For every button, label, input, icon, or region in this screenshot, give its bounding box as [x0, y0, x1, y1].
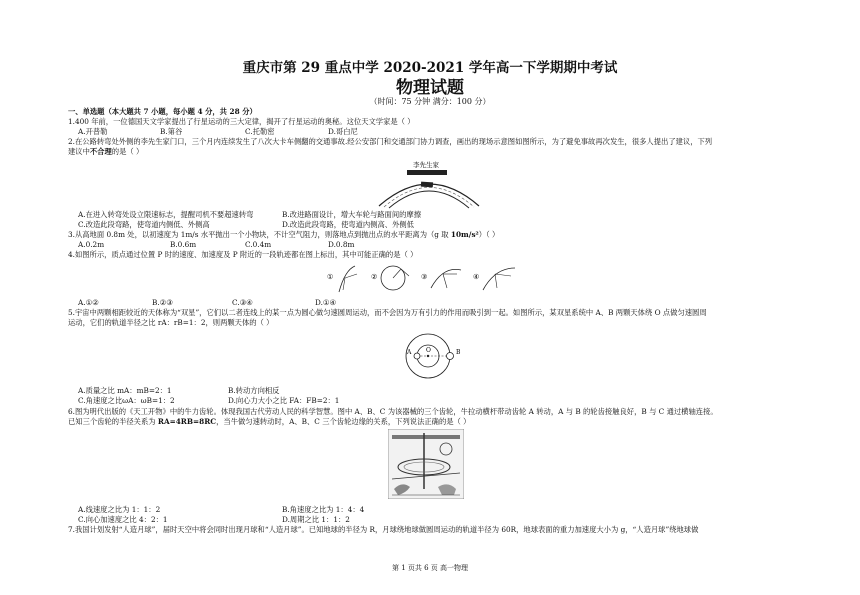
- q4-fig-label-1: ①: [327, 273, 334, 281]
- q4-figure-2: [371, 266, 409, 290]
- q5-label-o: O: [426, 347, 431, 354]
- section-heading: 一、单选题（本大题共 7 小题，每小题 4 分，共 28 分）: [68, 107, 257, 116]
- page-footer: 第 1 页共 6 页 高一物理: [391, 564, 469, 572]
- q5-binary-star-figure: [395, 330, 465, 382]
- q2-stem-line2: [68, 147, 143, 156]
- q6-stem-text: 已知三个齿轮的半径关系为: [68, 417, 158, 426]
- q2-option-b: B.改进路面设计，增大车轮与路面间的摩擦: [282, 210, 422, 219]
- q4-stem: 4.如图所示，质点通过位置 P 时的速度、加速度及 P 附近的一段轨迹都在图上标出，其中可能正确的是（ ）: [68, 250, 418, 259]
- q4-fig-label-4: ④: [473, 273, 480, 281]
- q6-stem-line1: 6.图为明代出版的《天工开物》中的牛力齿轮。体现我国古代劳动人民的科学智慧。图中 A、B、C 为该器械的三个齿轮，牛拉动横杆带动齿轮 A 转动，A 与 B 的轮齿接触良好，B 与 C 通过横轴连接。: [68, 407, 718, 416]
- q4-figure-3: [421, 269, 461, 288]
- star-a: [414, 353, 420, 359]
- q2-stem-text: 建议中: [68, 147, 90, 156]
- q2-option-a: A.在进入转弯处设立限速标志，提醒司机不要超速转弯: [78, 210, 254, 219]
- q7-stem: 7.我国计划发射“人造月球”，届时天空中将会同时出现月球和“人造月球”。已知地球的半径为 R，月球绕地球做圆周运动的轨道半径为 60R，地球表面的重力加速度大小为 g，“人造月球”绕地球做: [68, 525, 699, 534]
- q4-option-a: A.①②: [78, 298, 99, 307]
- q1-stem: 1.400 年前，一位德国天文学家提出了行星运动的三大定律，揭开了行星运动的奥秘。这位天文学家是（ ）: [68, 117, 415, 126]
- q5-option-d: D.向心力大小之比 FA：FB=2：1: [228, 396, 340, 405]
- q6-ox-gear-illustration: [388, 429, 464, 499]
- q1-option-c: C.托勒密: [245, 127, 275, 136]
- q6-stem-text-end: ，当牛做匀速转动时，A、B、C 三个齿轮边缘的关系，下列说法正确的是（ ）: [216, 417, 471, 426]
- q4-fig-label-3: ③: [421, 273, 428, 281]
- q4-figure-1: [327, 266, 357, 292]
- q2-option-d: D.改造此段弯路，使弯道内侧高、外侧低: [282, 220, 414, 229]
- q5-stem-line2: 运动，它们的轨道半径之比 rA：rB=1：2，则两颗天体的（ ）: [68, 318, 274, 327]
- subject-title: 物理试题: [396, 78, 464, 98]
- q1-option-a: A.开普勒: [78, 127, 108, 136]
- q4-figure-4: [473, 268, 515, 290]
- road-inner-edge: [389, 191, 469, 208]
- q5-option-b: B.转动方向相反: [228, 386, 280, 395]
- q1-option-d: D.哥白尼: [328, 127, 358, 136]
- q6-option-c: C.向心加速度之比 4：2：1: [78, 515, 168, 524]
- q6-radius-relation: RA=4RB=8RC: [157, 417, 217, 426]
- q2-stem-text-end: 的是（ ）: [111, 147, 144, 156]
- q3-option-a: A.0.2m: [78, 240, 105, 249]
- q5-option-c: C.角速度之比ωA：ωB=1：2: [78, 396, 175, 405]
- exam-title: 重庆市第 29 重点中学 2020-2021 学年高一下学期期中考试: [242, 60, 618, 76]
- q5-option-a: A.质量之比 mA：mB=2：1: [78, 386, 172, 395]
- q2-emphasis: 不合理: [89, 147, 112, 156]
- truck-icon: [421, 182, 433, 188]
- q6-option-b: B.角速度之比为 1：4：4: [282, 505, 365, 514]
- q2-option-c: C.改造此段弯路，使弯道内侧低、外侧高: [78, 220, 210, 229]
- q1-option-b: B.第谷: [160, 127, 183, 136]
- q2-road-figure: [375, 158, 483, 210]
- q3-stem-text: 3.从高地面 0.8m 处，以初速度为 1m/s 水平抛出一个小物块，不计空气阻力，则落地点到抛出点的水平距离为（g 取: [68, 230, 451, 239]
- q5-label-b: B: [456, 349, 461, 356]
- q4-option-d: D.①④: [315, 298, 336, 307]
- house-icon: [407, 170, 447, 175]
- q3-g-value: 10m/s²: [450, 230, 479, 239]
- road-centerline: [384, 188, 474, 208]
- q3-stem-end: ）（ ）: [478, 230, 500, 239]
- star-b: [447, 353, 454, 360]
- q3-stem: [68, 230, 499, 239]
- q4-option-c: C.③④: [232, 298, 253, 307]
- q3-option-d: D.0.8m: [328, 240, 355, 249]
- q5-stem-line1: 5.宇宙中两颗相距较近的天体称为“双星”，它们以二者连线上的某一点为圆心做匀速圆周运动，而不会因为万有引力的作用而吸引到一起。如图所示，某双星系统中 A、B 两颗天体绕 O 点做匀速圆周: [68, 308, 707, 317]
- q6-stem-line2: [68, 417, 470, 426]
- q6-option-a: A.线速度之比为 1：1：2: [78, 505, 161, 514]
- q2-figure-label: 李先生家: [413, 161, 439, 169]
- q2-stem-line1: 2.在公路转弯处外侧的李先生家门口，三个月内连续发生了八次大卡车侧翻的交通事故.经公安部门和交通部门协力调查，画出的现场示意图如图所示，为了避免事故再次发生，很多人提出了建议，下列: [68, 137, 713, 146]
- exam-meta: （时间：75 分钟 满分：100 分）: [369, 97, 491, 106]
- q4-fig-label-2: ②: [371, 273, 378, 281]
- q4-option-b: B.②③: [152, 298, 173, 307]
- q5-label-a: A: [407, 349, 412, 356]
- q4-trajectory-figures: [325, 262, 525, 298]
- q6-option-d: D.周期之比 1：1：2: [282, 515, 350, 524]
- q3-option-c: C.0.4m: [245, 240, 272, 249]
- center-o: [427, 355, 429, 357]
- q3-option-b: B.0.6m: [170, 240, 197, 249]
